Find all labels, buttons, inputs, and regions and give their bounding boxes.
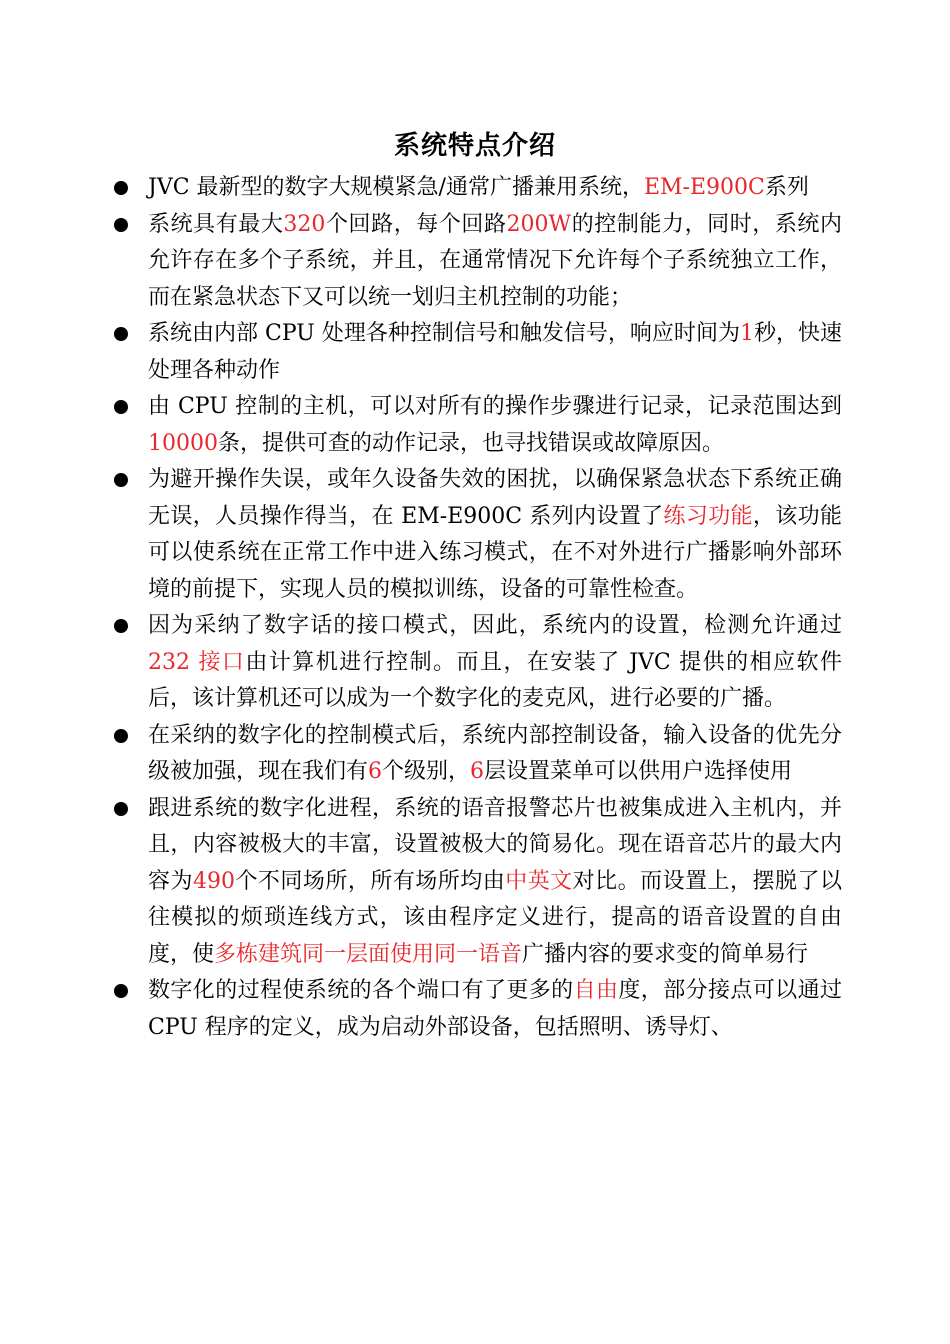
feature-list (112, 170, 842, 1046)
body-text: 系统由内部 CPU 处理各种控制信号和触发信号，响应时间为 (148, 321, 740, 346)
bullet-icon (114, 729, 128, 743)
highlight-text: 490 (192, 868, 235, 894)
body-text: 在采纳的数字化的控制模式后，系统内部控制设备，输入设备的优先分级被加强，现在我们有 (148, 722, 842, 784)
bullet-icon (114, 802, 128, 816)
feature-list-item (112, 389, 842, 462)
body-text: JVC 最新型的数字大规模紧急/通常广播兼用系统， (148, 175, 644, 200)
body-text: 的控制能力，同时，系统内允许存在多个子系统，并且，在通常情况下允许每个子系统独立工作，而在紧急状态下又可以统一划归主机控制的功能； (148, 211, 842, 310)
highlight-text: 6 (368, 759, 383, 784)
body-text: 因为采纳了数字话的接口模式，因此，系统内的设置，检测允许通过 (148, 613, 842, 638)
body-text: ，该功能可以使系统在正常工作中进入练习模式，在不对外进行广播影响外部环境的前提下，实现人员的模拟训练，设备的可靠性检查。 (148, 503, 842, 602)
body-text: 个级别， (382, 759, 471, 784)
highlight-text: 200W (506, 211, 572, 237)
highlight-text: 6 (470, 759, 485, 784)
page-title: 系统特点介绍 (393, 131, 556, 161)
bullet-icon (114, 619, 128, 633)
body-text: 为避开操作失误，或年久设备失效的困扰，以确保紧急状态下系统正确无误，人员操作得当，在 EM-E900C 系列内设置了 (148, 467, 842, 529)
body-text: 个回路，每个回路 (325, 211, 507, 237)
bullet-icon (114, 400, 128, 414)
highlight-text: 320 (283, 211, 326, 237)
body-text: 广播内容的要求变的简单易行 (522, 941, 809, 967)
highlight-text: 10000 (148, 430, 218, 456)
body-text: 数字化的过程使系统的各个端口有了更多的 (148, 978, 574, 1003)
highlight-text: 多栋建筑同一层面使用同一语音 (214, 941, 523, 967)
feature-list-item (112, 718, 842, 791)
body-text: 层设置菜单可以供用户选择使用 (484, 759, 793, 784)
highlight-text: EM-E900C (643, 175, 765, 200)
body-text: 系统具有最大 (148, 211, 284, 237)
bullet-icon (114, 984, 128, 998)
body-text: 秒，快速处理各种动作 (148, 321, 842, 383)
feature-list-item (112, 462, 842, 608)
feature-list-item (112, 316, 842, 389)
bullet-icon (114, 181, 128, 195)
highlight-text: 练习功能 (663, 503, 753, 529)
highlight-text: 自由 (573, 978, 619, 1003)
highlight-text: 中英文 (505, 868, 573, 894)
body-text: 对比。而设置上，摆脱了以往模拟的烦琐连线方式，该由程序定义进行，提高的语音设置的自由度，使 (148, 868, 842, 967)
body-text: 跟进系统的数字化进程，系统的语音报警芯片也被集成进入主机内，并且，内容被极大的丰富，设置被极大的简易化。现在语音芯片的最大内容为 (148, 795, 842, 894)
feature-list-item (112, 170, 842, 207)
highlight-text: 1 (739, 321, 754, 346)
feature-list-item (112, 791, 842, 974)
body-text: 系列 (764, 175, 809, 200)
bullet-icon (114, 327, 128, 341)
bullet-icon (114, 473, 128, 487)
body-text: 条，提供可查的动作记录，也寻找错误或故障原因。 (218, 430, 725, 456)
body-text: 度，部分接点可以通过 CPU 程序的定义，成为启动外部设备，包括照明、诱导灯、 (148, 978, 842, 1040)
feature-list-item (112, 608, 842, 718)
body-text: 由计算机进行控制。而且，在安装了 JVC 提供的相应软件后，该计算机还可以成为一个数字化的麦克风，进行必要的广播。 (148, 649, 842, 711)
body-text: 由 CPU 控制的主机，可以对所有的操作步骤进行记录，记录范围达到 (148, 394, 842, 419)
body-text: 个不同场所，所有场所均由 (234, 868, 506, 894)
bullet-icon (114, 218, 128, 232)
feature-list-item (112, 207, 842, 317)
highlight-text: 232 接口 (148, 649, 246, 675)
feature-list-item (112, 973, 842, 1046)
